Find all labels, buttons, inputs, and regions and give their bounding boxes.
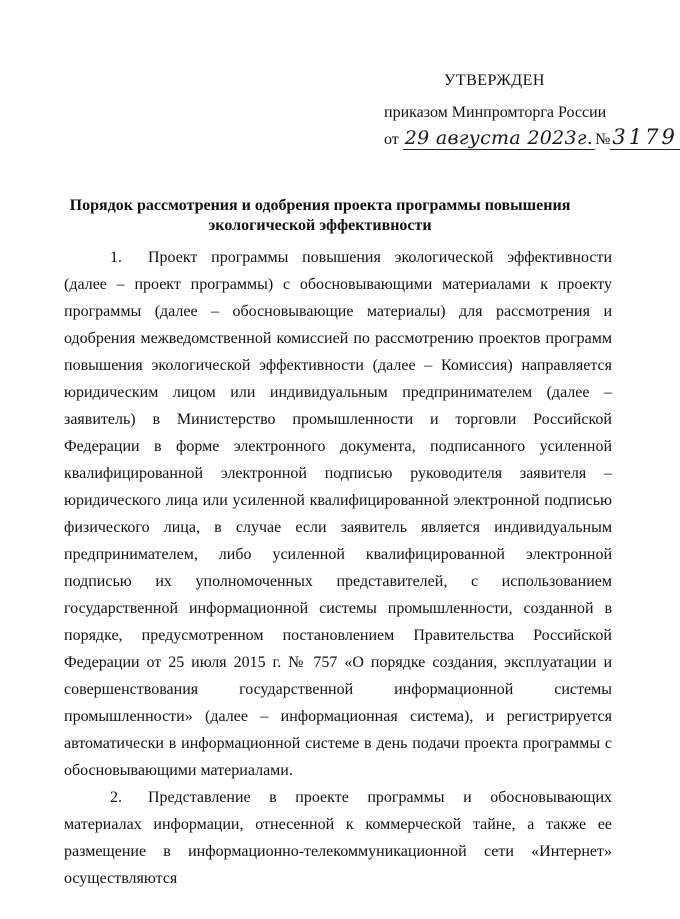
paragraph <box>64 784 612 892</box>
number-prefix: № <box>595 131 611 148</box>
document-body <box>64 244 612 892</box>
paragraph-text: Проект программы повышения экологической эффективности (далее – проект программы) с обосновывающими материалами к проекту программы (далее – обосновывающие материалы) для рассмотрения и одобрения межведомственной комиссией по рассмотрению проектов программ повышения экологической эффективности (далее – Комиссия) направляется юридическим лицом или индивидуальным предпринимателем (далее – заявитель) в Министерство промышленности и торговли Российской Федерации в форме электронного документа, подписанного усиленной квалифицированной электронной подписью руководителя заявителя – юридического лица или усиленной квалифицированной электронной подписью физического лица, в случае если заявитель является индивидуальным предпринимателем, либо усиленной квалифицированной электронной подписью их уполномоченных представителей, с использованием государственной информационной системы промышленности, созданной в порядке, предусмотренном постановлением Правительства Российской Федерации от 25 июля 2015 г. № 757 «О порядке создания, эксплуатации и совершенствования государственной информационной системы промышленности» (далее – информационная система), и регистрируется автоматически в информационной системе в день подачи проекта программы с обосновывающими материалами. <box>64 249 612 779</box>
paragraph <box>64 244 612 784</box>
approval-block <box>384 70 678 151</box>
date-prefix: от <box>384 131 399 148</box>
paragraph-text: Представление в проекте программы и обосновывающих материалах информации, отнесенной к коммерческой тайне, а также ее размещение в информационно-телекоммуникационной сети «Интернет» осуществляются <box>64 789 612 887</box>
approved-stamp-text: УТВЕРЖДЕН <box>444 72 545 89</box>
paragraph-number: 2. <box>110 789 122 806</box>
document-title: Порядок рассмотрения и одобрения проекта программы повышения экологической эффективности <box>69 197 571 234</box>
paragraph-number: 1. <box>110 249 122 266</box>
order-reference: приказом Минпромторга России <box>384 104 607 121</box>
handwritten-date: 29 августа 2023г. <box>404 127 594 149</box>
order-date-line <box>384 125 678 151</box>
handwritten-order-number: 3179 <box>612 125 678 149</box>
